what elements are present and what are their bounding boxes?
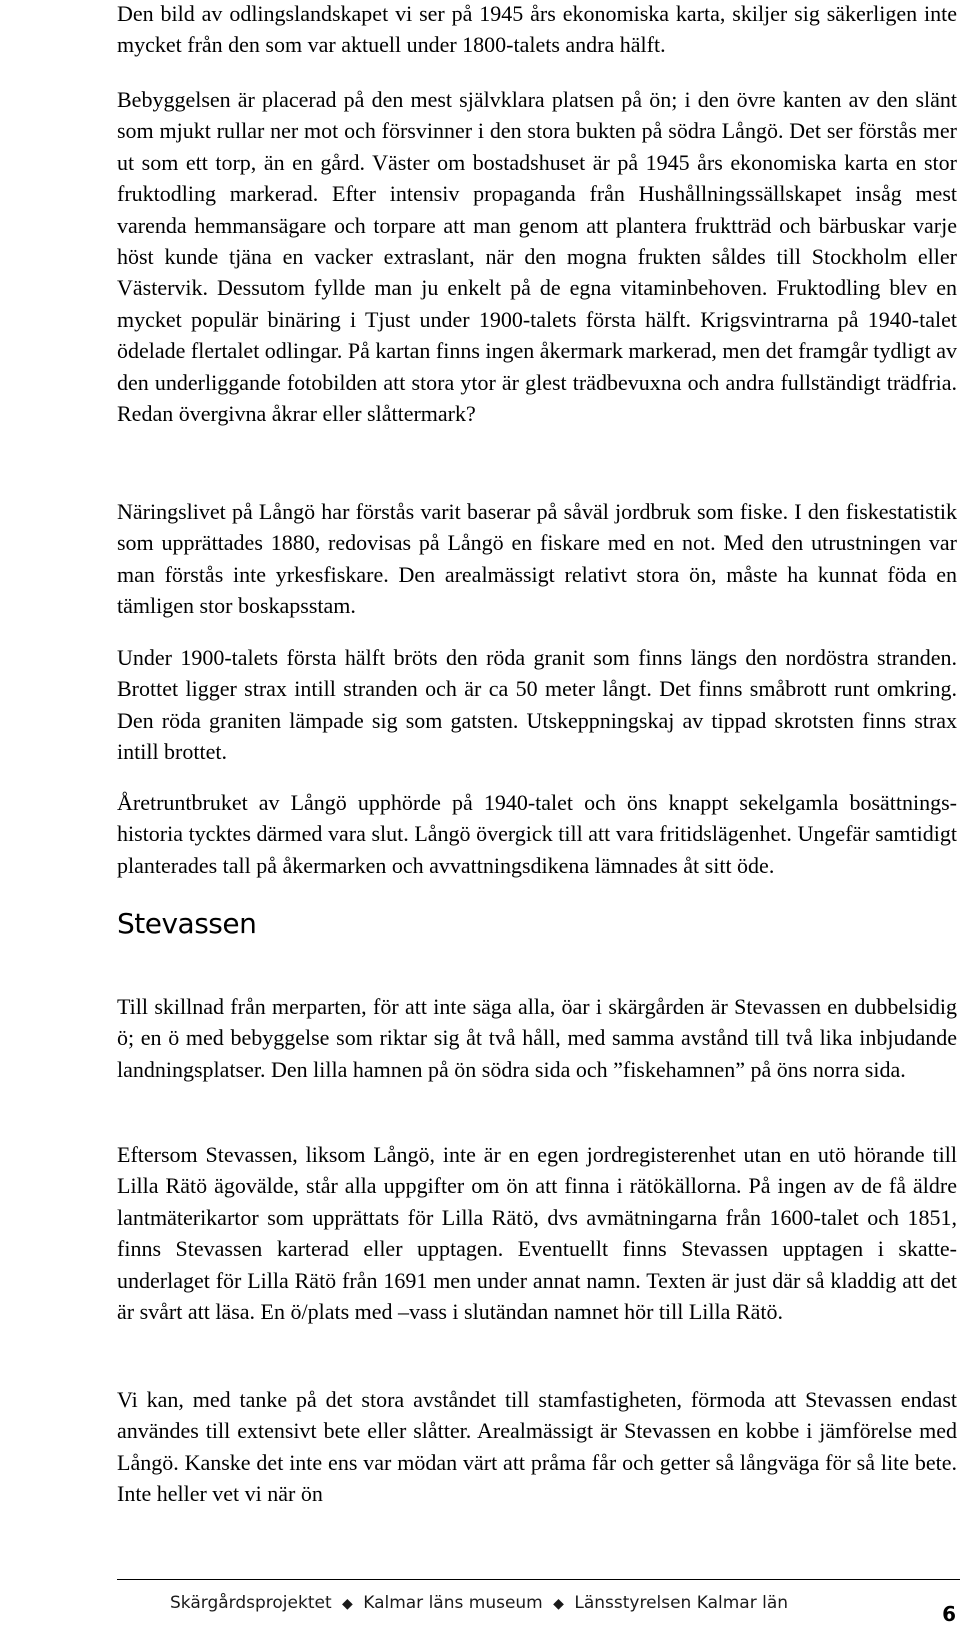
diamond-icon: ◆ xyxy=(342,1596,353,1612)
diamond-icon: ◆ xyxy=(553,1596,564,1612)
paragraph: Under 1900-talets första hälft bröts den röda granit som finns längs den nordöstra stranden. Brottet ligger strax intill stranden och är ca 50 meter långt. Det finns småbrott runt omkring. Den röda graniten lämpade sig som gatsten. Utskeppningskaj av tippad skrotsten finns strax intill brottet. xyxy=(117,645,957,765)
footer-authority: Länsstyrelsen Kalmar län xyxy=(574,1593,789,1613)
footer-project: Skärgårdsprojektet xyxy=(170,1593,332,1613)
section-heading: Stevassen xyxy=(117,907,257,940)
paragraph: Bebyggelsen är placerad på den mest självklara platsen på ön; i den övre kanten av den slänt som mjukt rullar ner mot och försvinner i den stora bukten på södra Långö. Det ser förstås mer ut som ett torp, än en gård. Väster om bostadshuset är på 1945 års ekonomiska karta en stor fruktodling markerad. Efter intensiv propaganda från Hushållningssällskapet insåg mest varenda hemmansägare och torpare att man genom att plantera fruktträd och bärbuskar varje höst kunde tjäna en vacker extraslant, när den mogna frukten såldes till Stockholm eller Västervik. Dessutom fyllde man ju enkelt på de egna vitaminbehoven. Fruktodling blev en mycket populär binäring i Tjust under 1900-talets första hälft. Krigsvintrarna på 1940-talet ödelade flertalet odlingar. På kartan finns ingen åkermark markerad, men det framgår tydligt av den underliggande fotobilden att stora ytor är glest trädbevuxna och andra fullständigt trädfria. Redan övergivna åkrar eller slåttermark? xyxy=(117,87,957,427)
paragraph: Åretruntbruket av Långö upphörde på 1940-talet och öns knappt sekelgamla bosättnings- historia tycktes därmed vara slut. Långö övergick till att vara fritidslägenhet. Ungefär samtidigt planterades tall på åkermarken och avvattningsdikena lämnades åt sitt öde. xyxy=(117,790,957,878)
footer xyxy=(170,1593,788,1613)
footer-museum: Kalmar läns museum xyxy=(363,1593,543,1613)
paragraph: Näringslivet på Långö har förstås varit baserar på såväl jordbruk som fiske. I den fiskestatistik som upprättades 1880, redovisas på Långö en fiskare med en not. Med den utrustningen var man förstås inte yrkesfiskare. Den arealmässigt relativt stora ön, måste ha kunnat föda en tämligen stor boskapsstam. xyxy=(117,499,957,619)
paragraph: Vi kan, med tanke på det stora avståndet till stamfastigheten, förmoda att Stevassen endast användes till extensivt bete eller slåtter. Arealmässigt är Stevassen en kobbe i jämförelse med Långö. Kanske det inte ens var mödan värt att pråma får och getter så långväga för så lite bete. Inte heller vet vi när ön xyxy=(117,1387,957,1507)
footer-divider xyxy=(117,1579,960,1580)
page-number: 6 xyxy=(942,1602,956,1626)
paragraph: Till skillnad från merparten, för att inte säga alla, öar i skärgården är Stevassen en dubbelsidig ö; en ö med bebyggelse som riktar sig åt två håll, med samma avstånd till två lika inbjudande landningsplatser. Den lilla hamnen på ön södra sida och ”fiskehamnen” på öns norra sida. xyxy=(117,994,957,1082)
paragraph: Eftersom Stevassen, liksom Långö, inte är en egen jordregisterenhet utan en utö hörande till Lilla Rätö ägovälde, står alla uppgifter om ön att finna i rätökällorna. På ingen av de få äldre lantmäterikartor som upprättats för Lilla Rätö, dvs avmätningarna från 1600-talet och 1851, finns Stevassen karterad eller upptagen. Eventuellt finns Stevassen upptagen i skatte- underlaget för Lilla Rätö från 1691 men under annat namn. Texten är just där så kladdig att det är svårt att läsa. En ö/plats med –vass i slutändan namnet hör till Lilla Rätö. xyxy=(117,1142,957,1325)
paragraph: Den bild av odlingslandskapet vi ser på 1945 års ekonomiska karta, skiljer sig säkerligen inte mycket från den som var aktuell under 1800-talets andra hälft. xyxy=(117,1,957,58)
